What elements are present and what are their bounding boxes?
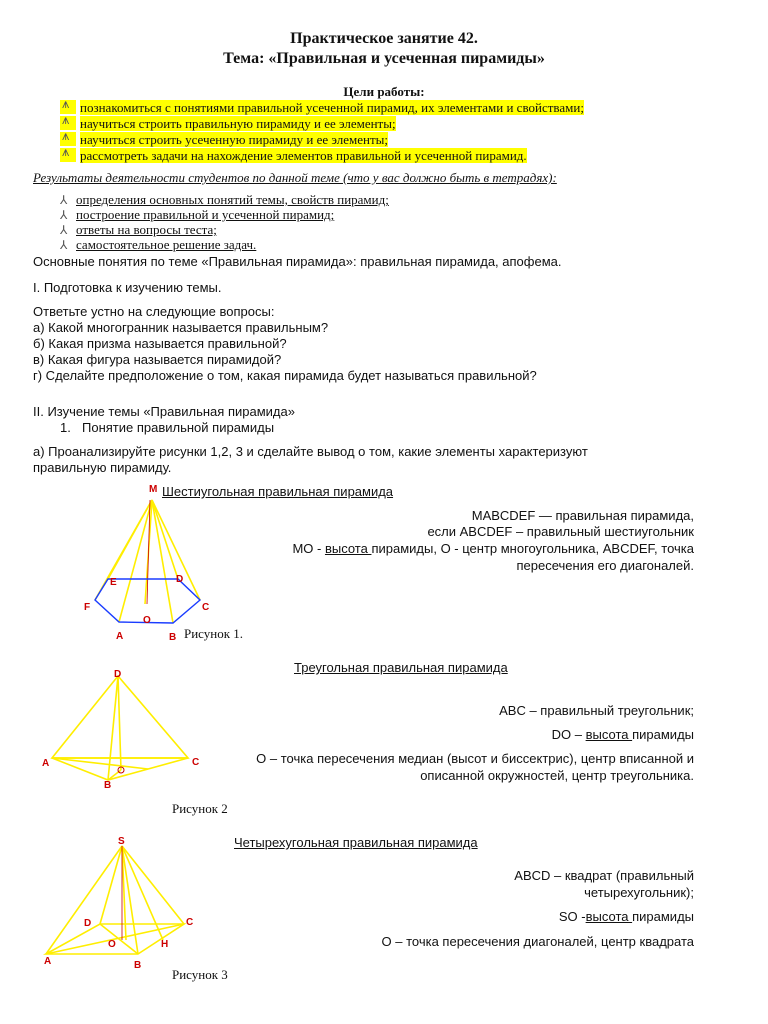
result-text: ответы на вопросы теста; (76, 222, 217, 237)
goals-heading: Цели работы: (343, 84, 425, 99)
fig1-label-E: E (110, 577, 117, 588)
fig1-caption: Рисунок 1. (184, 626, 244, 641)
fig2-caption: Рисунок 2 (172, 801, 228, 816)
fig3-desc: четырехугольник); (584, 885, 694, 900)
bullet-icon: ⅄ (60, 238, 68, 252)
fig3-label-S: S (118, 836, 125, 847)
result-text: самостоятельное решение задач. (76, 237, 257, 252)
goal-text: научиться строить усеченную пирамиду и ее элементы; (80, 132, 388, 147)
fig3-desc: SO -высота пирамиды (558, 909, 694, 924)
fig3-label-B: B (134, 960, 142, 971)
task-text: а) Проанализируйте рисунки 1,2, 3 и сделайте вывод о том, какие элементы характеризуют (33, 444, 588, 459)
fig3-desc: ABCD – квадрат (правильный (514, 868, 694, 883)
fig2-desc: DO – высота пирамиды (551, 727, 694, 742)
fig2-label-D: D (114, 669, 122, 680)
triangular-pyramid-figure (38, 666, 208, 796)
questions-intro: Ответьте устно на следующие вопросы: (33, 304, 275, 319)
results-heading: Результаты деятельности студентов по данной теме (что у вас должно быть в тетрадях): (33, 170, 557, 185)
bullet-icon (60, 148, 76, 162)
bullet-icon (60, 116, 76, 130)
bullet-icon: ⅄ (60, 208, 68, 222)
bullet-icon: ⅄ (60, 223, 68, 237)
fig1-heading: Шестиугольная правильная пирамида (162, 484, 394, 499)
goal-item (60, 148, 527, 164)
subsection-number: 1. (60, 420, 71, 435)
goal-item (60, 116, 396, 132)
page-title: Практическое занятие 42. (290, 30, 478, 47)
goal-item (60, 132, 388, 148)
question-item: а) Какой многогранник называется правильным? (33, 320, 329, 335)
fig3-label-A: A (44, 956, 52, 967)
result-item (60, 207, 334, 223)
fig2-label-B: B (104, 780, 112, 791)
goal-text: познакомиться с понятиями правильной усеченной пирамид, их элементами и свойствами; (80, 100, 584, 115)
question-item: б) Какая призма называется правильной? (33, 336, 287, 351)
fig1-label-M: M (149, 484, 158, 495)
fig2-desc: ABC – правильный треугольник; (499, 703, 694, 718)
fig1-desc: MABCDEF — правильная пирамида, (471, 508, 694, 523)
fig1-label-A: A (116, 631, 124, 642)
fig1-label-O: O (143, 615, 151, 626)
bullet-icon (60, 100, 76, 114)
result-item (60, 237, 256, 253)
bullet-icon: ⅄ (60, 193, 68, 207)
fig2-label-C: C (192, 757, 200, 768)
fig1-desc: пересечения его диагоналей. (516, 558, 694, 573)
fig3-desc: О – точка пересечения диагоналей, центр квадрата (381, 934, 694, 949)
page-subtitle: Тема: «Правильная и усеченная пирамиды» (223, 50, 545, 67)
fig3-label-O: O (108, 939, 116, 950)
fig3-heading: Четырехугольная правильная пирамида (234, 835, 478, 850)
fig2-heading: Треугольная правильная пирамида (294, 660, 508, 675)
fig1-label-B: B (169, 632, 177, 643)
subsection-heading: Понятие правильной пирамиды (82, 420, 275, 435)
section-2-heading: II. Изучение темы «Правильная пирамида» (33, 404, 295, 419)
fig3-label-H: H (161, 939, 169, 950)
result-text: построение правильной и усеченной пирамид; (76, 207, 335, 222)
goal-text: рассмотреть задачи на нахождение элементов правильной и усеченной пирамид. (80, 148, 527, 163)
hexagonal-pyramid-figure (75, 478, 235, 648)
fig3-caption: Рисунок 3 (172, 967, 228, 982)
section-1-heading: I. Подготовка к изучению темы. (33, 280, 222, 295)
fig2-desc: О – точка пересечения медиан (высот и биссектрис), центр вписанной и (256, 751, 694, 766)
fig3-label-D: D (84, 918, 92, 929)
question-item: г) Сделайте предположение о том, какая пирамида будет называться правильной? (33, 368, 537, 383)
fig1-label-D: D (176, 574, 184, 585)
fig1-desc: если ABCDEF – правильный шестиугольник (427, 524, 694, 539)
fig1-desc: МО - высота пирамиды, О - центр многоугольника, ABCDEF, точка (292, 541, 694, 556)
task-text: правильную пирамиду. (33, 460, 172, 475)
basic-concepts: Основные понятия по теме «Правильная пирамида»: правильная пирамида, апофема. (33, 254, 562, 269)
fig3-label-C: C (186, 917, 194, 928)
bullet-icon (60, 132, 76, 146)
fig2-label-A: A (42, 758, 50, 769)
fig2-desc: описанной окружностей, центр треугольника. (420, 768, 694, 783)
result-item (60, 192, 389, 208)
quadrilateral-pyramid-figure (36, 832, 206, 972)
goal-item (60, 100, 584, 116)
result-text: определения основных понятий темы, свойств пирамид; (76, 192, 389, 207)
goal-text: научиться строить правильную пирамиду и ее элементы; (80, 116, 396, 131)
fig1-label-F: F (84, 602, 91, 613)
question-item: в) Какая фигура называется пирамидой? (33, 352, 282, 367)
fig1-label-C: C (202, 602, 210, 613)
result-item (60, 222, 217, 238)
